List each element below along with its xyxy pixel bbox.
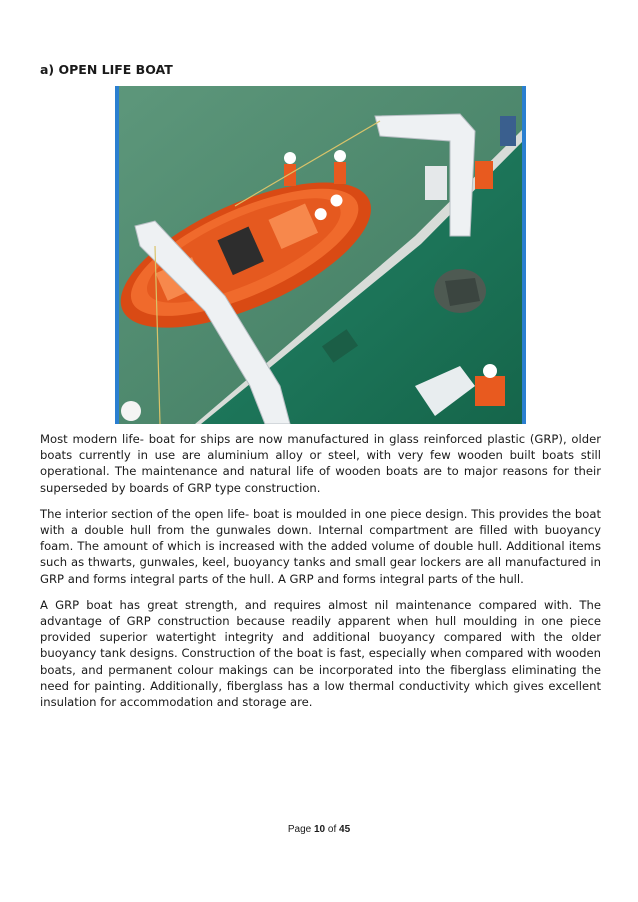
of-word: of: [327, 824, 337, 835]
page-word: Page: [287, 824, 312, 835]
total-pages-number: 45: [339, 824, 351, 835]
paragraph: The interior section of the open life- boat is moulded in one piece design. This provides the boat with a double hull from the gunwales down. Internal compartment are filled with buoyancy foam. The amount of which is increased with the added volume of double hull. Additional items such as thwarts, gunwales, keel, buoyancy tanks and small gear lockers are all manufactured in GRP and forms integral parts of the hull. A GRP and forms integral parts of the hull.: [40, 506, 601, 586]
paragraph: Most modern life- boat for ships are now manufactured in glass reinforced plastic (GRP), older boats currently in use are aluminium alloy or steel, with very few wooden built boats still operational. The maintenance and natural life of wooden boats are to major reasons for their superseded by boards of GRP type construction.: [40, 432, 601, 495]
lifeboat-illustration: [115, 86, 526, 424]
lifeboat-photo: [115, 86, 526, 424]
section-heading: a) OPEN LIFE BOAT: [40, 62, 173, 77]
paragraph: A GRP boat has great strength, and requires almost nil maintenance compared with. The advantage of GRP construction because readily apparent when hull moulding in one piece provided superior watertight integrity and additional buoyancy compared with the older buoyancy tank designs. Construction of the boat is fast, especially when compared with wooden boats, and permanent colour makings can be incorporated into the fiberglass eliminating the need for painting. Additionally, fiberglass has a low thermal conductivity which gives excellent insulation for accommodation and storage are.: [40, 597, 601, 710]
page-footer: [0, 824, 638, 835]
current-page-number: 10: [313, 824, 326, 835]
body-text: [40, 431, 601, 720]
